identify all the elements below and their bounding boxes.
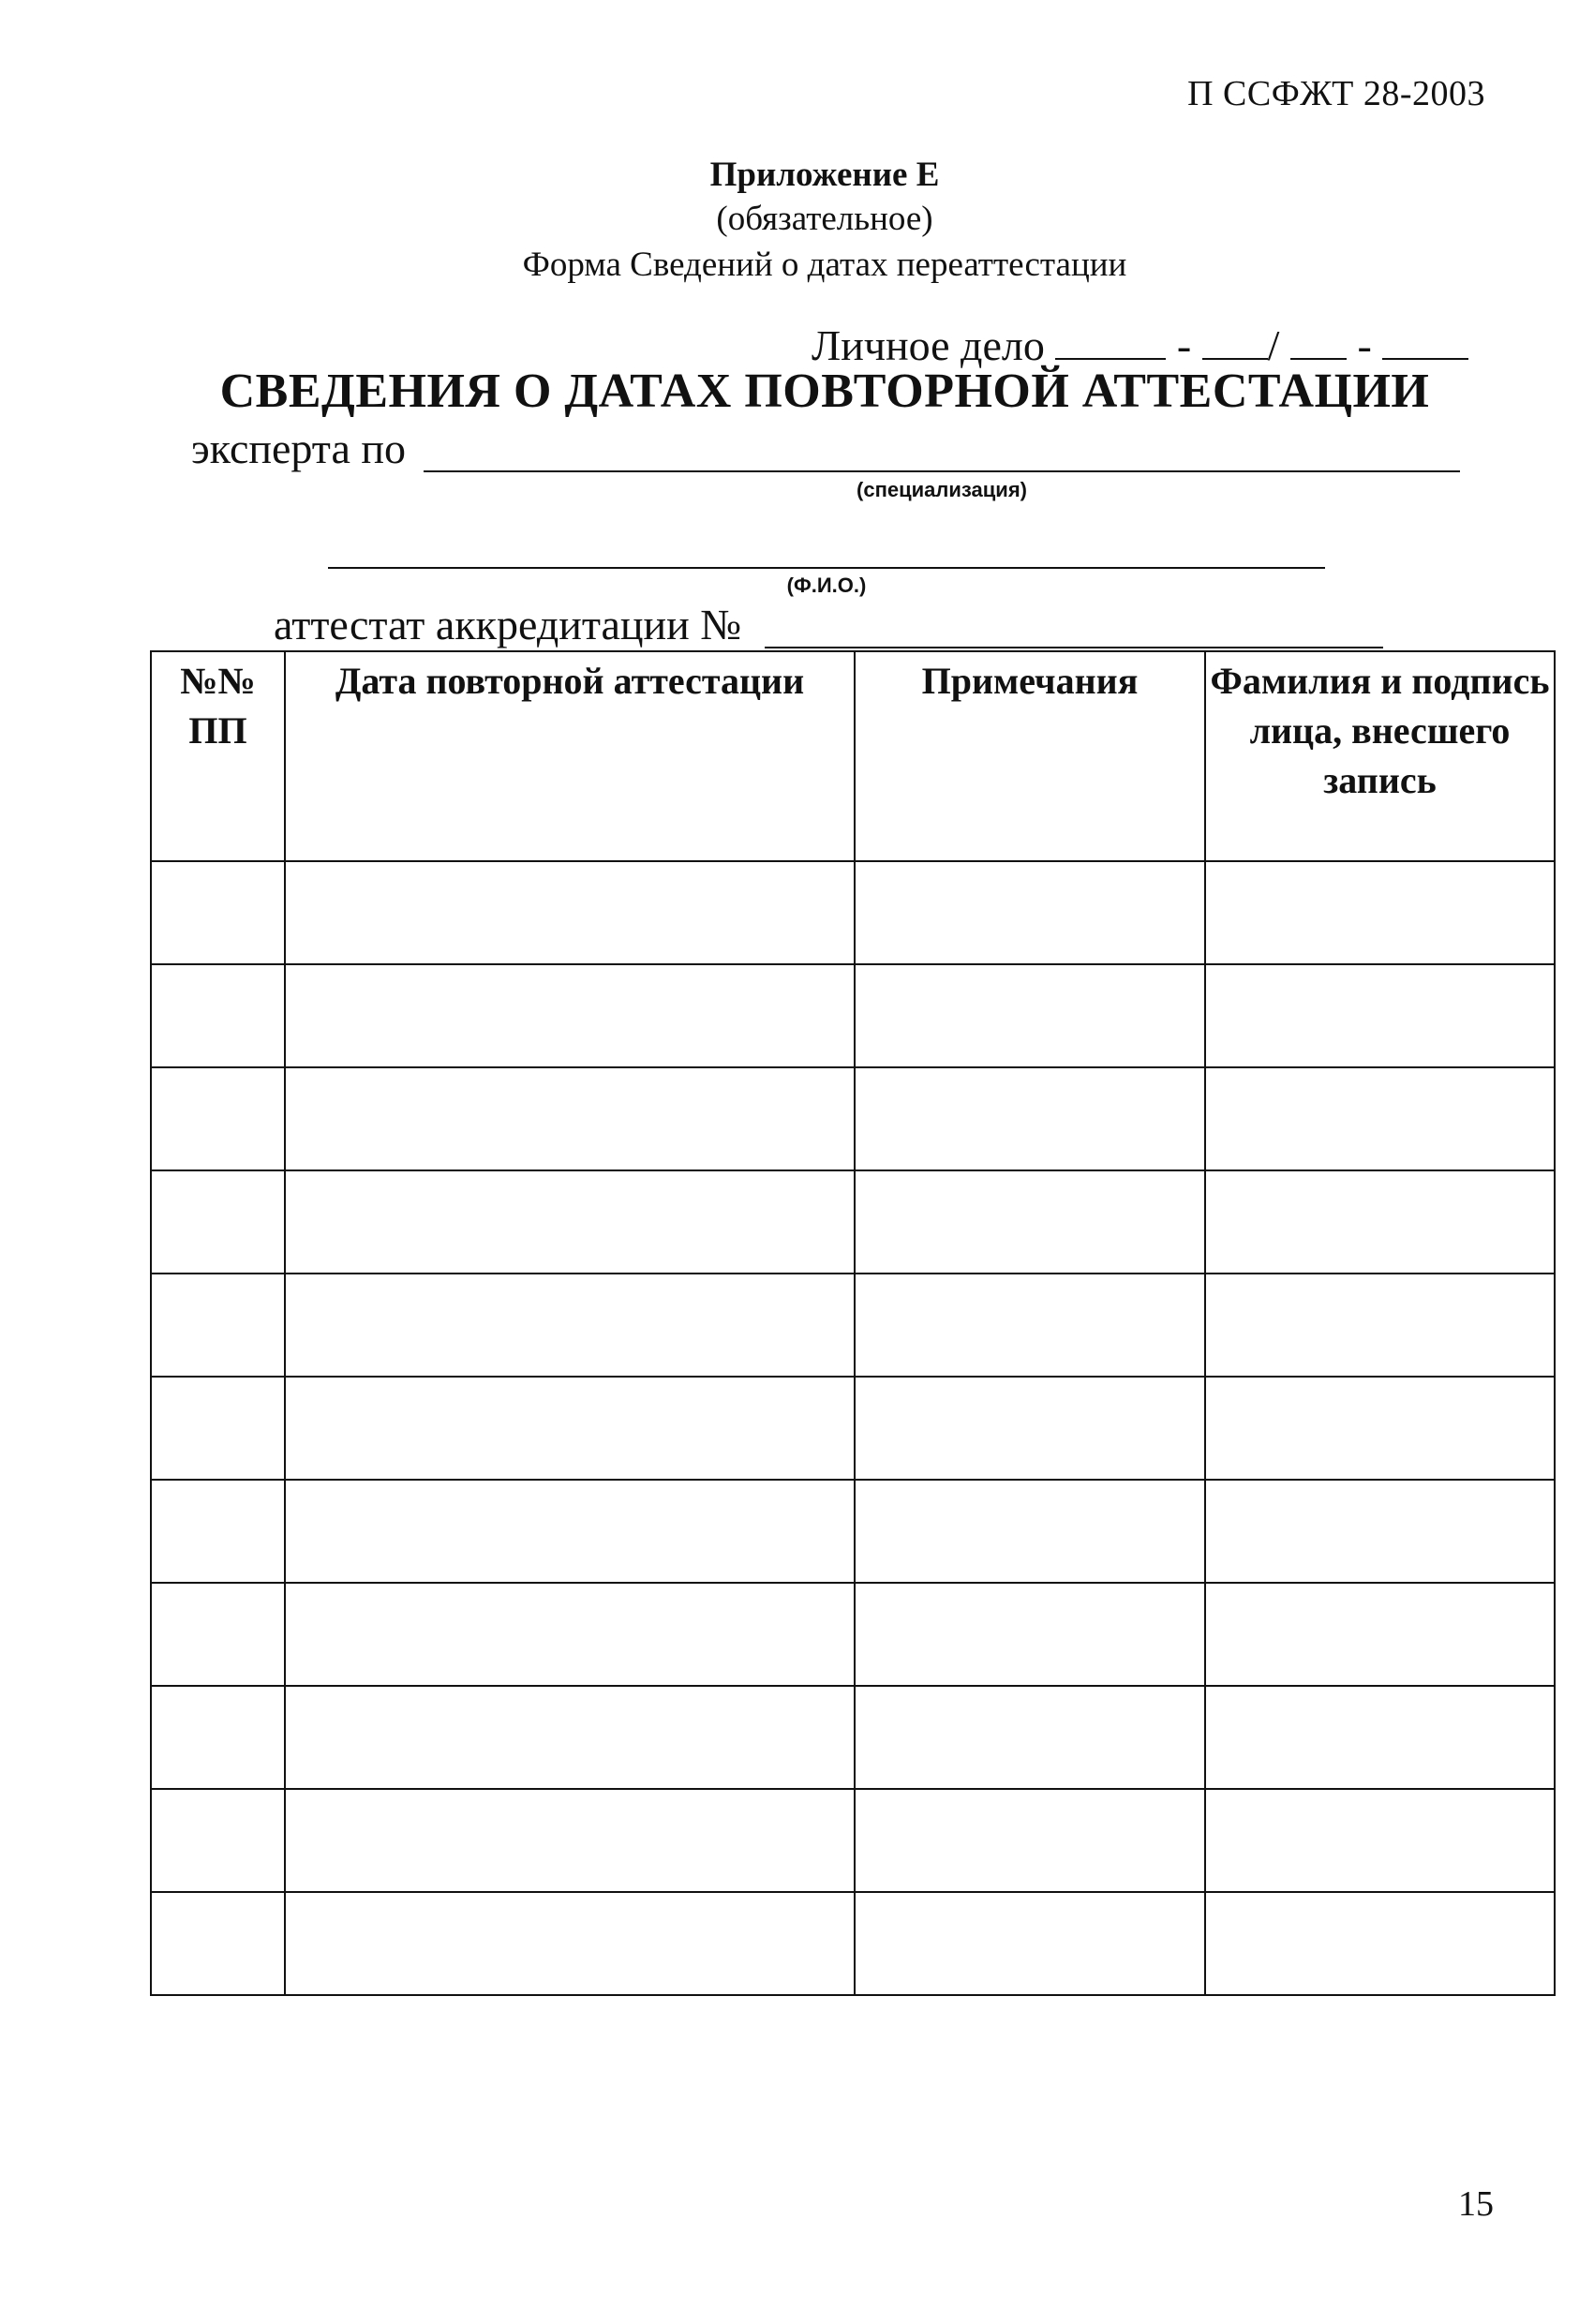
personal-file-separator-2: / [1267,321,1280,369]
personal-file-blank-1[interactable] [1055,324,1166,360]
table-row [151,1686,1555,1789]
table-cell[interactable] [1205,964,1555,1067]
personal-file-separator-1: - [1176,321,1192,369]
table-cell[interactable] [1205,1583,1555,1686]
table-cell[interactable] [855,1686,1205,1789]
table-cell[interactable] [151,1377,285,1480]
certificate-number-field[interactable] [765,647,1383,648]
table-cell[interactable] [855,1583,1205,1686]
table-cell[interactable] [151,1170,285,1274]
table-cell[interactable] [1205,1686,1555,1789]
table-cell[interactable] [285,1377,855,1480]
table-row [151,1892,1555,1995]
table-cell[interactable] [151,964,285,1067]
page-number: 15 [1458,2184,1494,2224]
table-cell[interactable] [855,964,1205,1067]
table-cell[interactable] [285,964,855,1067]
table-cell[interactable] [1205,1067,1555,1170]
table-cell[interactable] [151,1583,285,1686]
table-cell[interactable] [151,1274,285,1377]
personal-file-blank-2[interactable] [1202,324,1268,360]
table-cell[interactable] [285,1067,855,1170]
table-cell[interactable] [855,1377,1205,1480]
table-cell[interactable] [1205,1480,1555,1583]
table-cell[interactable] [1205,1892,1555,1995]
table-row [151,1377,1555,1480]
expert-label: эксперта по [191,425,406,472]
table-cell[interactable] [855,1274,1205,1377]
column-header-signature: Фамилия и подпись лица, внесшего запись [1205,651,1555,861]
appendix-status: (обязательное) [716,200,933,238]
table-cell[interactable] [285,1686,855,1789]
document-code: П ССФЖТ 28-2003 [1187,74,1485,113]
table-cell[interactable] [285,1892,855,1995]
table-cell[interactable] [151,1686,285,1789]
table-cell[interactable] [285,1170,855,1274]
table-cell[interactable] [855,1170,1205,1274]
appendix-title: Приложение Е [709,156,940,194]
form-main-title: СВЕДЕНИЯ О ДАТАХ ПОВТОРНОЙ АТТЕСТАЦИИ [219,365,1430,418]
table-row [151,1274,1555,1377]
table-cell[interactable] [855,861,1205,964]
full-name-caption: (Ф.И.О.) [786,574,867,597]
table-row [151,1170,1555,1274]
certificate-label: аттестат аккредитации № [274,601,742,648]
specialization-caption: (специализация) [857,478,1027,501]
table-cell[interactable] [285,1583,855,1686]
table-row [151,1067,1555,1170]
table-cell[interactable] [1205,1274,1555,1377]
full-name-field[interactable] [328,567,1325,569]
table-row [151,1480,1555,1583]
table-cell[interactable] [855,1067,1205,1170]
table-header-row [151,651,1555,861]
table-cell[interactable] [285,861,855,964]
personal-file-separator-3: - [1357,321,1372,369]
personal-file-blank-3[interactable] [1290,324,1347,360]
table-row [151,861,1555,964]
personal-file-label: Личное дело [812,321,1045,369]
personal-file-blank-4[interactable] [1382,324,1468,360]
column-header-date: Дата повторной аттестации [285,651,855,861]
table-cell[interactable] [1205,861,1555,964]
table-cell[interactable] [151,1480,285,1583]
table-cell[interactable] [855,1480,1205,1583]
specialization-field[interactable] [424,470,1460,472]
table-cell[interactable] [855,1789,1205,1892]
table-cell[interactable] [285,1274,855,1377]
table-cell[interactable] [151,1067,285,1170]
table-cell[interactable] [1205,1170,1555,1274]
table-row [151,1583,1555,1686]
appendix-caption: Форма Сведений о датах переаттестации [522,246,1127,284]
table-cell[interactable] [285,1789,855,1892]
table-cell[interactable] [1205,1789,1555,1892]
column-header-number: №№ ПП [151,651,285,861]
table-row [151,964,1555,1067]
table-row [151,1789,1555,1892]
table-cell[interactable] [1205,1377,1555,1480]
table-cell[interactable] [151,1789,285,1892]
reattestation-table [150,650,1556,1996]
column-header-notes: Примечания [855,651,1205,861]
table-cell[interactable] [151,1892,285,1995]
table-cell[interactable] [151,861,285,964]
table-cell[interactable] [285,1480,855,1583]
table-cell[interactable] [855,1892,1205,1995]
